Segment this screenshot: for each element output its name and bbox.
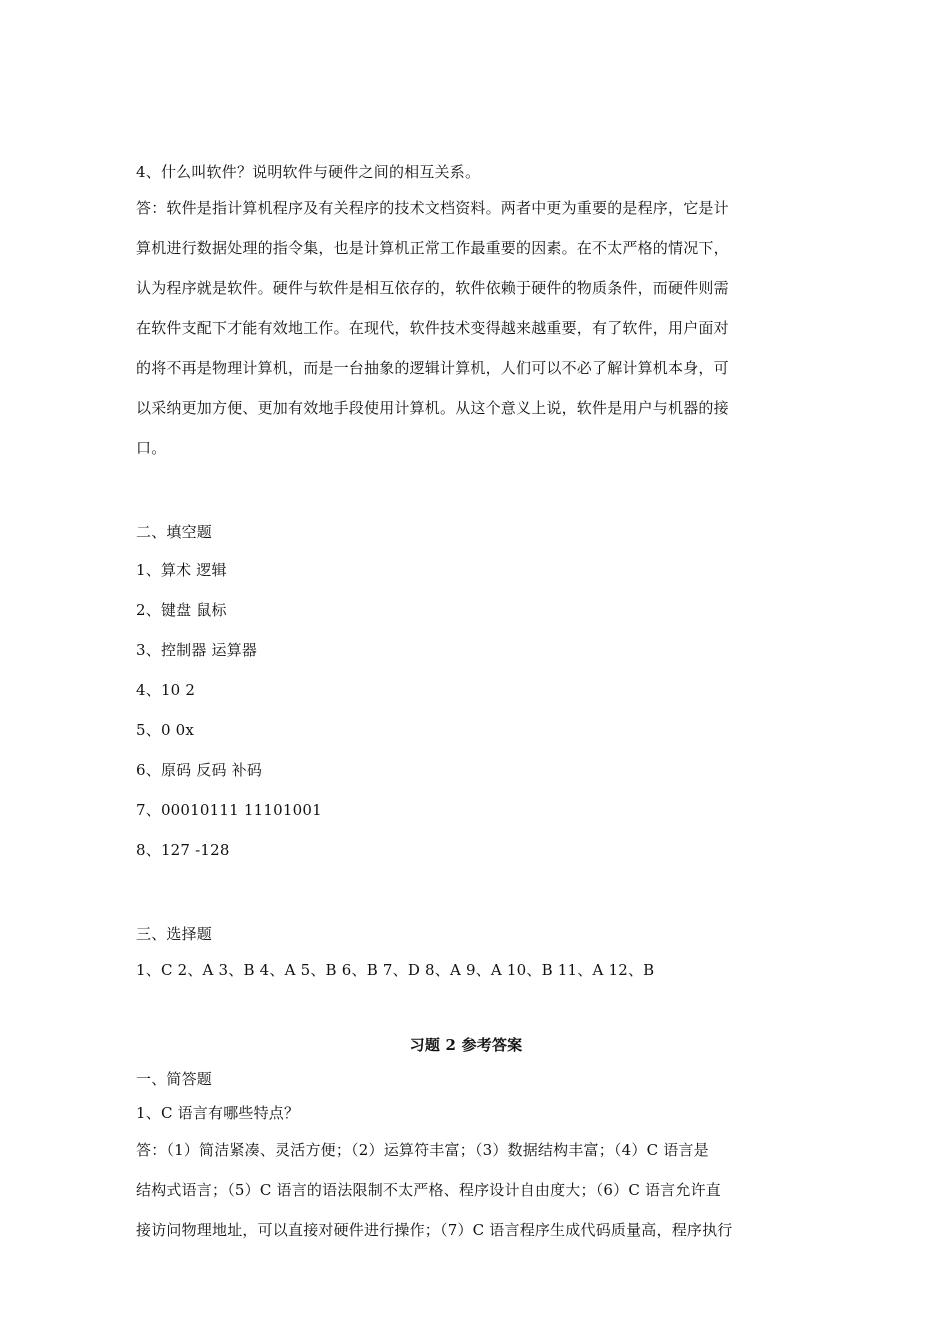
answer-line: 认为程序就是软件。硬件与软件是相互依存的，软件依赖于硬件的物质条件，而硬件则需 xyxy=(136,279,729,297)
answer-line: 在软件支配下才能有效地工作。在现代，软件技术变得越来越重要，有了软件，用户面对 xyxy=(136,319,729,337)
fill-blank-item: 6、原码 反码 补码 xyxy=(136,761,263,779)
answer-4 xyxy=(136,188,796,468)
answer-line: 接访问物理地址，可以直接对硬件进行操作；（7）C 语言程序生成代码质量高，程序执行 xyxy=(136,1221,733,1239)
spacer xyxy=(136,870,796,916)
answer-line: 答：软件是指计算机程序及有关程序的技术文档资料。两者中更为重要的是程序，它是计 xyxy=(136,199,729,217)
answer-line: 以采纳更加方便、更加有效地手段使用计算机。从这个意义上说，软件是用户与机器的接 xyxy=(136,399,729,417)
answer-line: 算机进行数据处理的指令集，也是计算机正常工作最重要的因素。在不太严格的情况下， xyxy=(136,239,729,257)
answer-line: 答：（1）简洁紧凑、灵活方便；（2）运算符丰富；（3）数据结构丰富；（4）C 语言是 xyxy=(136,1141,709,1159)
fill-blank-item: 7、00010111 11101001 xyxy=(136,801,322,819)
spacer xyxy=(136,468,796,514)
fill-blank-item: 3、控制器 运算器 xyxy=(136,641,258,659)
fill-blank-item: 8、127 -128 xyxy=(136,841,230,859)
answer-line: 的将不再是物理计算机，而是一台抽象的逻辑计算机，人们可以不必了解计算机本身，可 xyxy=(136,359,729,377)
question-4: 4、什么叫软件？说明软件与硬件之间的相互关系。 xyxy=(136,163,481,181)
exercise2-answer-1 xyxy=(136,1130,796,1250)
exercise2-section-heading: 一、简答题 xyxy=(136,1070,213,1088)
document-page xyxy=(136,158,796,1250)
fill-blank-item: 2、键盘 鼠标 xyxy=(136,601,227,619)
fill-blank-item: 4、10 2 xyxy=(136,681,196,699)
answer-line: 口。 xyxy=(136,439,167,457)
exercise2-question-1: 1、C 语言有哪些特点？ xyxy=(136,1104,300,1122)
answer-line: 结构式语言；（5）C 语言的语法限制不太严格、程序设计自由度大；（6）C 语言允许直 xyxy=(136,1181,721,1199)
choice-heading: 三、选择题 xyxy=(136,925,213,943)
fill-blank-item: 5、0 0x xyxy=(136,721,195,739)
exercise2-title: 习题 2 参考答案 xyxy=(409,1036,523,1054)
fill-blank-heading: 二、填空题 xyxy=(136,523,213,541)
fill-blank-item: 1、算术 逻辑 xyxy=(136,561,227,579)
spacer xyxy=(136,988,796,1028)
choice-answers: 1、C 2、A 3、B 4、A 5、B 6、B 7、D 8、A 9、A 10、B 11、A 12、B xyxy=(136,961,655,979)
